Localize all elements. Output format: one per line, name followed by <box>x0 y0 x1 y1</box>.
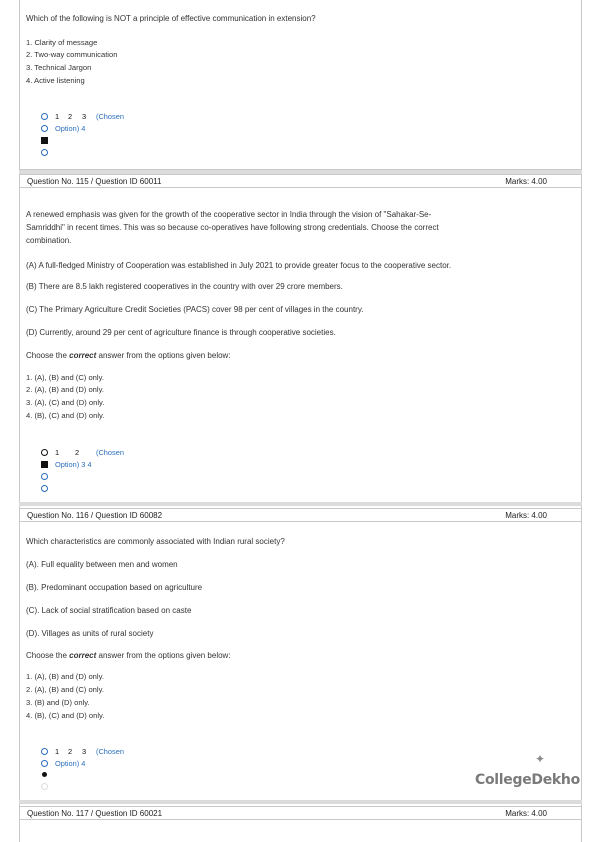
question-header <box>20 174 581 188</box>
question-115-block <box>19 174 582 502</box>
answer-number: 1 <box>55 448 60 457</box>
option-2: 2. Two-way communication <box>26 50 118 59</box>
answer-number: 3 <box>82 747 87 756</box>
option-4: 4. (B), (C) and (D) only. <box>26 711 105 720</box>
question-intro: A renewed emphasis was given for the growth of the cooperative sector in India through the vision of "Sahakar-Se- <box>26 210 432 219</box>
statement-b: (B). Predominant occupation based on agriculture <box>26 583 203 592</box>
marked-box <box>41 461 48 468</box>
choose-instruction: Choose the correct answer from the options given below: <box>26 651 231 660</box>
question-116-block <box>19 506 582 800</box>
statement-a: (A). Full equality between men and women <box>26 560 178 569</box>
question-117-block <box>19 804 582 842</box>
logo-star-icon: ✦ <box>535 752 546 766</box>
statement-a: (A) A full-fledged Ministry of Cooperation was established in July 2021 to provide greater focus to the cooperative sector. <box>26 261 452 270</box>
answer-number: 1 <box>55 112 60 121</box>
question-text: Which characteristics are commonly associated with Indian rural society? <box>26 537 285 546</box>
radio-option[interactable] <box>41 748 48 755</box>
option-3: 3. Technical Jargon <box>26 63 92 72</box>
option-2: 2. (A), (B) and (D) only. <box>26 385 104 394</box>
option-1: 1. (A), (B) and (C) only. <box>26 373 104 382</box>
collegedekho-logo: CollegeDekho <box>475 772 580 788</box>
radio-option[interactable] <box>41 473 48 480</box>
chosen-option: Option) 3 4 <box>55 460 92 469</box>
chosen-label: (Chosen <box>96 448 124 457</box>
question-number: Question No. 116 / Question ID 60082 <box>27 511 163 520</box>
option-1: 1. (A), (B) and (D) only. <box>26 672 104 681</box>
answer-number: 1 <box>55 747 60 756</box>
question-text: Which of the following is NOT a principle of effective communication in extension? <box>26 14 316 23</box>
question-intro: combination. <box>26 236 72 245</box>
answer-bubbles <box>39 113 51 161</box>
radio-option[interactable] <box>41 783 48 790</box>
statement-d: (D). Villages as units of rural society <box>26 629 154 638</box>
radio-option[interactable] <box>41 449 48 456</box>
statement-b: (B) There are 8.5 lakh registered cooperatives in the country with over 29 crore members. <box>26 282 343 291</box>
question-number: Question No. 117 / Question ID 60021 <box>27 809 163 818</box>
radio-option[interactable] <box>41 149 48 156</box>
answer-number: 3 <box>82 112 87 121</box>
option-3: 3. (A), (C) and (D) only. <box>26 398 105 407</box>
chosen-label: (Chosen <box>96 112 124 121</box>
chosen-option: Option) 4 <box>55 124 86 133</box>
chosen-option: Option) 4 <box>55 759 86 768</box>
statement-d: (D) Currently, around 29 per cent of agriculture finance is through cooperative societies. <box>26 328 336 337</box>
marked-box <box>41 137 48 144</box>
answer-number: 2 <box>75 448 80 457</box>
selected-radio[interactable] <box>42 772 47 777</box>
chosen-label: (Chosen <box>96 747 124 756</box>
answer-bubbles <box>39 748 51 795</box>
option-4: 4. Active listening <box>26 76 85 85</box>
option-2: 2. (A), (B) and (C) only. <box>26 685 104 694</box>
choose-instruction: Choose the correct answer from the options given below: <box>26 351 231 360</box>
radio-option[interactable] <box>41 125 48 132</box>
question-number: Question No. 115 / Question ID 60011 <box>27 177 162 186</box>
question-header <box>20 508 581 522</box>
answer-number: 2 <box>68 747 73 756</box>
statement-c: (C). Lack of social stratification based on caste <box>26 606 192 615</box>
question-header <box>20 806 581 820</box>
statement-c: (C) The Primary Agriculture Credit Societies (PACS) cover 98 per cent of villages in the country. <box>26 305 364 314</box>
option-1: 1. Clarity of message <box>26 38 98 47</box>
answer-number: 2 <box>68 112 73 121</box>
answer-bubbles <box>39 449 51 497</box>
question-114-block <box>19 0 582 170</box>
radio-option[interactable] <box>41 760 48 767</box>
option-4: 4. (B), (C) and (D) only. <box>26 411 105 420</box>
marks: Marks: 4.00 <box>505 511 547 520</box>
question-intro: Samriddhi" in recent times. This was so because co-operatives have following strong credentials. Choose the correct <box>26 223 439 232</box>
marks: Marks: 4.00 <box>505 177 547 186</box>
radio-option[interactable] <box>41 485 48 492</box>
option-3: 3. (B) and (D) only. <box>26 698 90 707</box>
marks: Marks: 4.00 <box>505 809 547 818</box>
radio-option[interactable] <box>41 113 48 120</box>
